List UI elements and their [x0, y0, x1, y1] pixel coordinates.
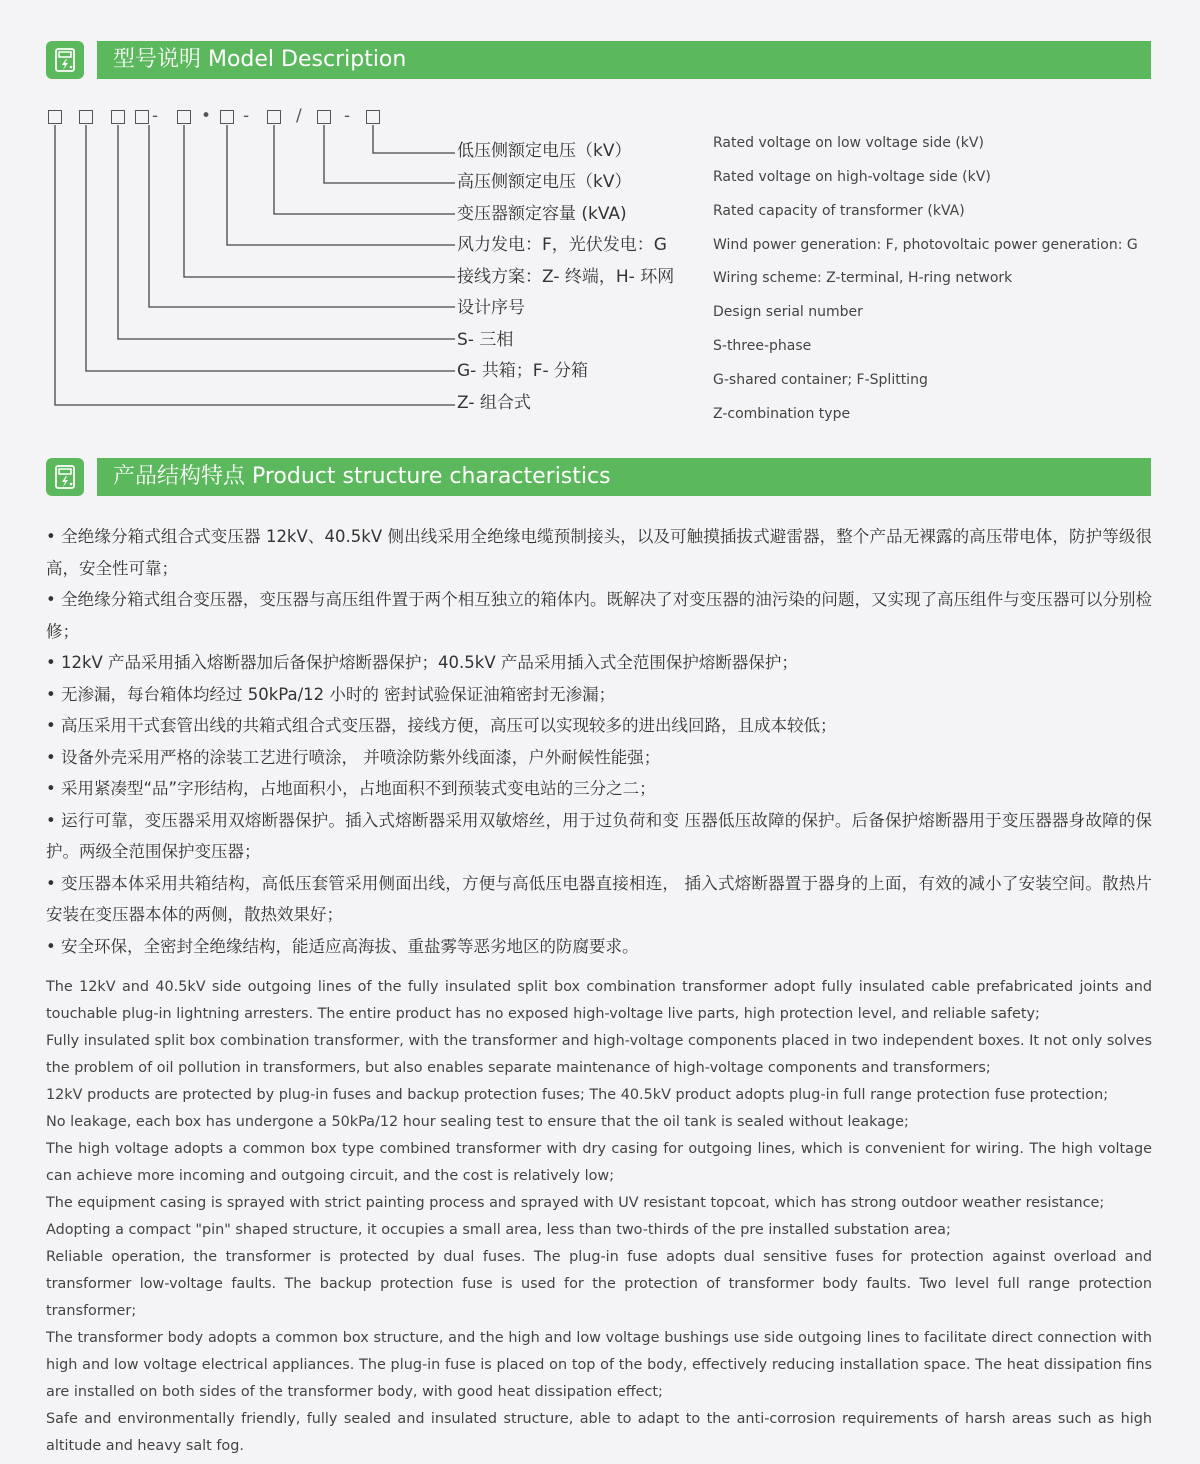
feature-en: The equipment casing is sprayed with strict painting process and sprayed with UV resistant topcoat, which has strong outdoor weather resistance; [46, 1195, 1105, 1211]
code-separator: • [201, 106, 212, 126]
feature-en: Safe and environmentally friendly, fully sealed and insulated structure, able to adapt to the anti-corrosion requirements of harsh areas such as high altitude and heavy salt fog. [46, 1411, 1152, 1454]
connector-line [373, 125, 455, 153]
model-item-cn: G- 共箱；F- 分箱 [457, 361, 589, 381]
code-separator: - [243, 106, 250, 126]
feature-en: No leakage, each box has undergone a 50kPa/12 hour sealing test to ensure that the oil tank is sealed without leakage; [46, 1114, 909, 1130]
connector-line [149, 125, 455, 307]
model-item-en: Wind power generation: F, photovoltaic power generation: G [713, 237, 1138, 253]
feature-cn: • 运行可靠，变压器采用双熔断器保护。插入式熔断器采用双敏熔丝，用于过负荷和变 压器低压故障的保护。后备保护熔断器用于变压器器身故障的保护。两级全范围保护变压器； [46, 810, 1152, 861]
feature-cn: • 全绝缘分箱式组合式变压器 12kV、40.5kV 侧出线采用全绝缘电缆预制接头，以及可触摸插拔式避雷器，整个产品无裸露的高压带电体，防护等级很高，安全性可靠； [46, 527, 1152, 578]
feature-en: The high voltage adopts a common box type combined transformer with dry casing for outgoing lines, which is convenient for wiring. The high voltage can achieve more incoming and outgoing circuit, and the cost is relatively low; [46, 1141, 1152, 1184]
model-item-cn: 高压侧额定电压（kV） [457, 172, 632, 192]
section-header-product-structure [46, 458, 1151, 496]
model-item-en: Wiring scheme: Z-terminal, H-ring network [713, 270, 1013, 286]
feature-en: 12kV products are protected by plug-in fuses and backup protection fuses; The 40.5kV product adopts plug-in full range protection fuse protection; [46, 1087, 1109, 1103]
feature-cn: • 12kV 产品采用插入熔断器加后备保护熔断器保护；40.5kV 产品采用插入式全范围保护熔断器保护； [46, 653, 798, 672]
model-item-en: Rated capacity of transformer (kVA) [713, 203, 965, 219]
feature-en: Reliable operation, the transformer is protected by dual fuses. The plug-in fuse adopts dual sensitive fuses for protection against overload and transformer low-voltage faults. The backup protection fuse is used for the protection of transformer body faults. Two level full range protection transformer; [46, 1249, 1152, 1319]
section-title: 产品结构特点 Product structure characteristics [113, 464, 611, 489]
model-item-cn: 接线方案：Z- 终端，H- 环网 [457, 267, 675, 287]
section-title: 型号说明 Model Description [113, 47, 407, 72]
feature-en: The 12kV and 40.5kV side outgoing lines of the fully insulated split box combination transformer adopt fully insulated cable prefabricated joints and touchable plug-in lightning arresters. The entire product has no exposed high-voltage live parts, high protection level, and reliable safety; [46, 979, 1152, 1022]
model-item-cn: Z- 组合式 [457, 393, 531, 413]
features-en-list [46, 974, 1152, 1460]
feature-cn: • 变压器本体采用共箱结构，高低压套管采用侧面出线，方便与高低压电器直接相连， 插入式熔断器置于器身的上面，有效的减小了安装空间。散热片安装在变压器本体的两侧，散热效果好； [46, 873, 1152, 924]
connector-line [274, 125, 455, 214]
model-item-en: Z-combination type [713, 406, 851, 422]
feature-cn: • 设备外壳采用严格的涂装工艺进行喷涂， 并喷涂防紫外线面漆，户外耐候性能强； [46, 747, 661, 767]
model-item-en: G-shared container; F-Splitting [713, 372, 928, 388]
feature-en: The transformer body adopts a common box structure, and the high and low voltage bushings use side outgoing lines to facilitate direct connection with high and low voltage electrical appliances. The plug-in fuse is placed on top of the body, effectively reducing installation space. The heat dissipation fins are installed on both sides of the transformer body, with good heat dissipation effect; [46, 1330, 1152, 1400]
model-item-cn: 设计序号 [457, 298, 525, 318]
model-item-cn: 低压侧额定电压（kV） [457, 141, 632, 161]
feature-cn: • 高压采用干式套管出线的共箱式组合式变压器，接线方便，高压可以实现较多的进出线回路，且成本较低； [46, 716, 837, 735]
connector-line [86, 125, 455, 371]
feature-cn: • 无渗漏，每台箱体均经过 50kPa/12 小时的 密封试验保证油箱密封无渗漏； [46, 684, 616, 704]
model-item-cn: S- 三相 [457, 330, 514, 350]
connector-line [324, 125, 455, 183]
electric-cabinet-icon [46, 458, 84, 496]
model-item-en: Design serial number [713, 304, 863, 320]
feature-en: Fully insulated split box combination transformer, with the transformer and high-voltage components placed in two independent boxes. It not only solves the problem of oil pollution in transformers, but also enables separate maintenance of high-voltage components and transformers; [46, 1033, 1152, 1076]
feature-cn: • 全绝缘分箱式组合变压器，变压器与高压组件置于两个相互独立的箱体内。既解决了对变压器的油污染的问题，又实现了高压组件与变压器可以分别检修； [46, 590, 1152, 641]
model-item-en: Rated voltage on low voltage side (kV) [713, 135, 984, 151]
connector-line [227, 125, 455, 245]
section-title-bar [97, 458, 1151, 496]
model-item-cn: 风力发电：F，光伏发电：G [457, 235, 667, 255]
connector-line [55, 125, 455, 405]
model-item-en: Rated voltage on high-voltage side (kV) [713, 169, 991, 185]
feature-cn: • 安全环保，全密封全绝缘结构，能适应高海拔、重盐雾等恶劣地区的防腐要求。 [46, 936, 639, 956]
feature-cn: • 采用紧凑型“品”字形结构，占地面积小，占地面积不到预装式变电站的三分之二； [46, 779, 656, 798]
connector-line [184, 125, 455, 277]
code-separator: - [344, 106, 351, 126]
feature-en: Adopting a compact "pin" shaped structure, it occupies a small area, less than two-thirds of the pre installed substation area; [46, 1222, 951, 1238]
features-cn-list [46, 521, 1152, 962]
code-separator: - [152, 106, 159, 126]
model-item-en: S-three-phase [713, 338, 812, 354]
code-separator: / [296, 106, 302, 126]
model-item-cn: 变压器额定容量 (kVA) [457, 204, 627, 224]
